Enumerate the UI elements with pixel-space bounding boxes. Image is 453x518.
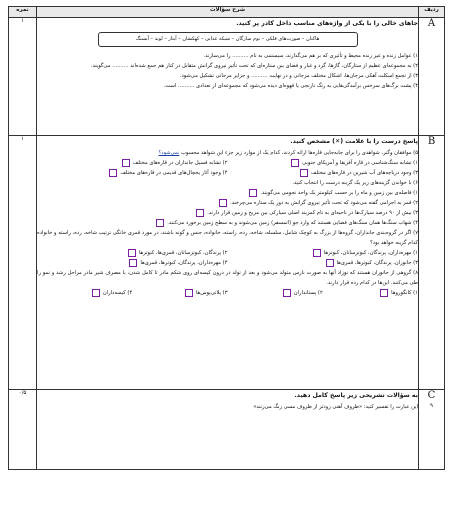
section-c-row: [9, 390, 445, 470]
option-label: ۳) جانوران، پرندگان، کبوترها، قمری‌ها: [336, 260, 418, 266]
option-label: ۴) مهره‌داران، پرندگان، کبوترها، قمری‌ها: [140, 260, 228, 266]
question-2: ۲) به مجموعه‌ای عظیم از ستارگان، گازها، گرد و غبار و فضای بین ستاره‌ای که تحت تأثیر نیروی گرانش متقابل در کنار هم جمع شده‌اند .......... می‌گویند.: [90, 63, 418, 69]
option-label: ۲) تشابه فسیل جانداران در قاره‌های مختلف: [132, 160, 228, 166]
option-label: ۲) پستانداران: [293, 290, 323, 296]
question-8-option-4[interactable]: [37, 288, 132, 298]
checkbox-icon[interactable]: [291, 159, 299, 167]
checkbox-icon[interactable]: [326, 259, 334, 267]
header-questions-label: شرح سؤالات: [37, 7, 419, 18]
question-7-option-1[interactable]: [228, 248, 419, 258]
question-6-option-2[interactable]: [37, 198, 418, 208]
section-b-row: [9, 136, 445, 390]
question-7-option-4[interactable]: [37, 258, 228, 268]
section-a-row: [9, 18, 445, 136]
section-c-score: ۰/۵: [9, 390, 37, 470]
checkbox-icon[interactable]: [109, 169, 117, 177]
question-7-option-2[interactable]: [37, 248, 228, 258]
checkbox-icon[interactable]: [196, 209, 204, 217]
question-8-option-3[interactable]: [132, 288, 227, 298]
question-3: ۳) از تجمع اسکلت آهکی مرجان‌ها، اشکال مختلف مرجانی و در نهایت .......... و جزایر مرجانی تشکیل می‌شود.: [179, 73, 418, 79]
question-5-options: [37, 158, 418, 178]
checkbox-icon[interactable]: [300, 169, 308, 177]
checkbox-icon[interactable]: [185, 289, 193, 297]
header-score-label: نمره: [9, 7, 37, 18]
question-5-option-2[interactable]: [37, 158, 228, 168]
question-5: [37, 148, 418, 158]
question-5-option-4[interactable]: [37, 168, 228, 178]
option-label: ۱) مهره‌داران، پرندگان، کبوترسانان، کبوترها: [323, 250, 418, 256]
section-a-title: جاهای خالی را با یکی از واژه‌های مناسب داخل کادر پر کنید.: [236, 20, 418, 27]
option-label: ۴) کیسه‌داران: [102, 290, 133, 296]
question-7-options: [37, 248, 418, 268]
exam-table: [8, 6, 445, 470]
option-label: ۳) پلاتی‌پوس‌ها: [195, 290, 228, 296]
checkbox-icon[interactable]: [219, 199, 227, 207]
option-label: ۳) بیش از ۹۰ درصد سیارک‌ها در ناحیه‌ای به نام کمربند اصلی سیارکی بین مریخ و زمین قرار دارند.: [207, 210, 418, 216]
section-c-title: به سؤالات تشریحی زیر پاسخ کامل دهید.: [294, 392, 418, 399]
question-1: ۱) عوامل زنده و غیر زنده محیط و تأثیری که بر هم می‌گذارند، سیستمی به نام .......... را می‌سازند.: [203, 53, 418, 59]
question-5-option-1[interactable]: [228, 158, 419, 168]
option-label: ۴) وجود آثار یخچال‌های قدیمی در قاره‌های مختلف: [120, 170, 228, 176]
question-6-option-4[interactable]: [37, 218, 418, 228]
checkbox-icon[interactable]: [283, 289, 291, 297]
question-8-options: [37, 288, 418, 298]
option-label: ۱) تشابه سنگ‌شناسی در قاره آفریقا و آمریکای جنوبی: [302, 160, 418, 166]
checkbox-icon[interactable]: [122, 159, 130, 167]
header-row-label: ردیف: [419, 7, 445, 18]
section-c-letter: [419, 390, 445, 470]
section-a-score: ۱: [9, 18, 37, 136]
question-6-option-3[interactable]: [37, 208, 418, 218]
question-9-text: این عبارت را تفسیر کنید: «ظروف آهنی زودتر از ظروف مسی زنگ می‌زنند»: [253, 404, 418, 410]
question-7-option-3[interactable]: [228, 258, 419, 268]
option-label: ۲) قمر به اجرامی گفته می‌شود که تحت تأثیر نیروی گرانش به دور یک ستاره می‌چرخند.: [229, 200, 418, 206]
checkbox-icon[interactable]: [380, 289, 388, 297]
question-5-text: ۵) موافقان وگنر، شواهدی را برای جابه‌جایی قاره‌ها ارائه کردند، کدام یک از موارد زیر جزء این شواهد محسوب: [181, 150, 418, 156]
option-label: ۱) کانگوروها: [391, 290, 418, 296]
header-row: [9, 7, 445, 18]
section-b-title: پاسخ درست را با علامت (✕) مشخص کنید.: [290, 138, 418, 145]
option-label: ۲) پرندگان، کبوترسانان، قمری‌ها، کبوترها: [138, 250, 228, 256]
checkbox-icon[interactable]: [313, 249, 321, 257]
question-8-option-2[interactable]: [228, 288, 323, 298]
question-8-text: ۸) گروهی از جانوران هستند که نوزاد آنها به صورت نارس متولد می‌شود و بعد از تولد در درون کیسه‌ای روی شکم مادر تا کامل شدن، با مصرف شیر مادر مراحل رشد و نمو را طی می‌کنند. این‌ها در کدام رده قرار دارند.: [37, 270, 418, 286]
question-7-text: ۷) اگر در گروه‌بندی جانداران، گروه‌ها از بزرگ به کوچک شامل، سلسله، شاخه، رده، راسته، خانواده، جنس و گونه باشند، در مورد قمری خانگی ترتیب شاخه، رده، راسته و خانواده کدام گزینه خواهد بود؟: [37, 230, 418, 246]
section-c-letter-label: C: [427, 390, 436, 401]
checkbox-icon[interactable]: [249, 189, 257, 197]
question-9-number: ۹: [430, 403, 433, 409]
question-6-options: [37, 188, 418, 228]
section-b-letter: B: [419, 136, 445, 390]
option-label: ۴) شهاب سنگ‌ها همان سنگ‌های فضایی هستند که وارد جو (اتمسفر) زمین می‌شوند و به سطح زمین برخورد می‌کنند.: [167, 220, 418, 226]
word-bank-box: هاکتان – صورت‌های فلکی – بوم سازگان – شبکه غذایی – کهکشان – آبتاز – لوند – آبسنگ: [98, 32, 358, 47]
question-5-negation: نمی‌شود؟: [158, 150, 180, 156]
checkbox-icon[interactable]: [129, 259, 137, 267]
question-4: ۴) پشت برگ‌های سرخس برآمدگی‌هایی به رنگ نارنجی یا قهوه‌ای دیده می‌شود که مجموعه‌ای از تعدادی .......... است.: [163, 83, 418, 89]
checkbox-icon[interactable]: [156, 219, 164, 227]
question-6-text: ۶) با خواندن گزینه‌های زیر یک گزینه درست را انتخاب کنید.: [292, 180, 418, 186]
option-label: ۳) وجود درياچه‌های آب شیرین در قاره‌های مختلف: [310, 170, 418, 176]
option-label: ۱) فاصله‌ی بین زمین و ماه را بر حسب کیلومتر یک واحد نجومی می‌گویند.: [260, 190, 418, 196]
question-5-option-3[interactable]: [228, 168, 419, 178]
section-b-score: ۱: [9, 136, 37, 390]
checkbox-icon[interactable]: [92, 289, 100, 297]
section-b-content: [37, 136, 419, 390]
section-a-letter: A: [419, 18, 445, 136]
checkbox-icon[interactable]: [128, 249, 136, 257]
section-a-content: [37, 18, 419, 136]
question-8-option-1[interactable]: [323, 288, 418, 298]
section-c-content: [37, 390, 419, 470]
question-6-option-1[interactable]: [37, 188, 418, 198]
